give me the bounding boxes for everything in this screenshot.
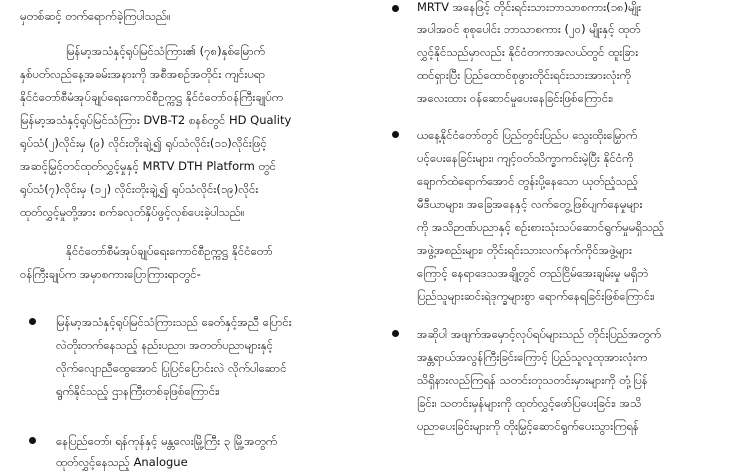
- bullet-dot: [29, 318, 36, 325]
- bullet-line: ပညာပေးခြင်းများကို တိုးမြှင့်ဆောင်ရွက်ပေးသွားကြရန်: [417, 419, 639, 433]
- paragraph-line: ရုပ်သံ(၇)လိုင်းမှ (၁၂) လိုင်းတိုးချဲ့၍ ရုပ်သံလိုင်း(၁၉)လိုင်း: [20, 182, 259, 196]
- bullet-line: အန္တရာယ်အလွန်ကြီးခြင်းကြောင့် ပြည်သူလူထုအားလုံးက: [417, 350, 648, 364]
- bullet-line: သိရှိနားလည်ကြရန် သတင်းတုသတင်းမှားများကို တုံ့ပြန်: [417, 373, 648, 387]
- paragraph-line: အဆင့်မြှင့်တင်ထုတ်လွှင့်မှုနှင့် MRTV DTH Platform တွင်: [20, 159, 277, 173]
- bullet-line: အပါအဝင် စုစုပေါင်း ဘာသာစကား (၂၀) မျိုးနှင့် ထုတ်: [417, 22, 641, 36]
- bullet-line: ရွက်နိုင်သည့် ဌာနကြီးတစ်ခုဖြစ်ကြောင်း၊: [56, 384, 220, 398]
- bullet-dot: [392, 330, 399, 337]
- bullet-line: မြန်မာ့အသံနှင့်ရုပ်မြင်သံကြားသည် ခေတ်နှင့်အညီ ပြောင်း: [56, 315, 292, 329]
- bullet-line: အဖွဲ့အစည်းများ၊ တိုင်းရင်းသားလက်နက်ကိုင်အဖွဲ့များ: [417, 243, 632, 257]
- bullet-line: ခြင်း၊ သတင်းမှန်များကို ထုတ်လွှင့်ဖော်ပြပေးခြင်း၊ အသိ: [417, 396, 642, 410]
- paragraph-line: မြန်မာ့အသံနှင့်ရုပ်မြင်သံကြား DVB-T2 စနစ်တွင် HD Quality: [20, 113, 292, 127]
- paragraph-line: ရုပ်သံ(၂)လိုင်းမှ (၉) လိုင်းတိုးချဲ့၍ ရုပ်သံလိုင်း(၁၁)လိုင်းဖြင့်: [20, 136, 267, 150]
- bullet-line: ယနေ့နိုင်ငံတော်တွင် ပြည်တွင်းပြည်ပ သွေးထိုးမြှောက်: [417, 128, 638, 142]
- bullet-line: MRTV အနေဖြင့် တိုင်းရင်းသားဘာသာစကား(၁၈)မျိုး: [417, 0, 642, 14]
- bullet-line: မီဒီယာများ၊ အခြေအနေနှင့် လက်တွေ့ဖြစ်ပျက်နေမှုများ: [417, 197, 643, 211]
- bullet-line: ပင့်ပေးနေခြင်းများ၊ ကျင့်ဝတ်သိက္ခာကင်းမဲ့ပြီး နိုင်ငံကို: [417, 151, 634, 165]
- paragraph-line: နှစ်ပတ်လည်နေ့အခမ်းအနားကို အစီအစဉ်အတိုင်း ကျင်းပရာ: [20, 67, 266, 81]
- bullet-line: ကြောင့် နေရာဒေသအချို့တွင် တည်ငြိမ်အေးချမ်းမှု မရှိဘဲ: [417, 266, 649, 280]
- paragraph-line: နိုင်ငံတော်စီမံအုပ်ချုပ်ရေးကောင်စီဥက္ကဋ္ဌ နိုင်ငံတော်ဝန်ကြီးချုပ်က: [20, 90, 284, 104]
- bullet-line: ချောက်ထဲရောက်အောင် တွန်းပို့နေသော ယုတ်ညံ့သည့်: [417, 174, 638, 188]
- bullet-line: ထုတ်လွှင့်နေသည့် Analogue: [56, 455, 188, 469]
- bullet-line: လဲတိုးတက်နေသည့် နည်းပညာ၊ အတတ်ပညာများနှင့်: [56, 338, 274, 352]
- intro-tail-line: မှတစ်ဆင့် တက်ရောက်ခဲ့ကြပါသည်။: [20, 9, 171, 23]
- bullet-line: ကို အသိဉာဏ်ပညာနှင့် စဉ်းစားသုံးသပ်ဆောင်ရွက်မှုမရှိသည့်: [417, 220, 665, 234]
- bullet-line: နေပြည်တော်၊ ရန်ကုန်နှင့် မန္တလေးမြို့ကြီး ၃ မြို့အတွက်: [56, 434, 278, 448]
- bullet-dot: [29, 437, 36, 444]
- bullet-line: ပြည်သူများဆင်းရဲဒုက္ခများစွာ ရောက်နေရခြင်းဖြစ်ကြောင်း၊: [417, 289, 655, 303]
- bullet-line: အလေးထား ဝန်ဆောင်မှုပေးနေခြင်းဖြစ်ကြောင်း၊: [417, 91, 614, 105]
- paragraph-line: မြန်မာ့အသံနှင့်ရုပ်မြင်သံကြား၏ (၇၈)နှစ်မြောက်: [66, 44, 266, 58]
- paragraph-line: ထုတ်လွှင့်မှုတို့အား စက်ခလုတ်နှိပ်ဖွင့်လှစ်ပေးခဲ့ပါသည်။: [20, 205, 245, 219]
- bullet-line: လိုက်လျောညီထွေအောင် ပြုပြင်ပြောင်းလဲ လိုက်ပါဆောင်: [56, 361, 287, 375]
- bullet-dot: [392, 131, 399, 138]
- paragraph-line: နိုင်ငံတော်စီမံအုပ်ချုပ်ရေးကောင်စီဥက္ကဋ္ဌ နိုင်ငံတော်: [66, 244, 273, 258]
- bullet-dot: [392, 5, 399, 12]
- paragraph-line: ဝန်ကြီးချုပ်က အမှာစကားပြောကြားရာတွင်-: [20, 267, 201, 281]
- bullet-line: ထင်ရှားပြီး ပြည်ထောင်စုဖွားတိုင်းရင်းသားအားလုံးကို: [417, 68, 631, 82]
- bullet-line: အဆိုပါ အဖျက်အမှောင့်လုပ်ရပ်များသည် တိုင်းပြည်အတွက်: [417, 327, 662, 341]
- bullet-line: လွှင့်နိုင်သည်မှာလည်း နိုင်ငံတကာအလယ်တွင် ထူးခြား: [417, 45, 639, 59]
